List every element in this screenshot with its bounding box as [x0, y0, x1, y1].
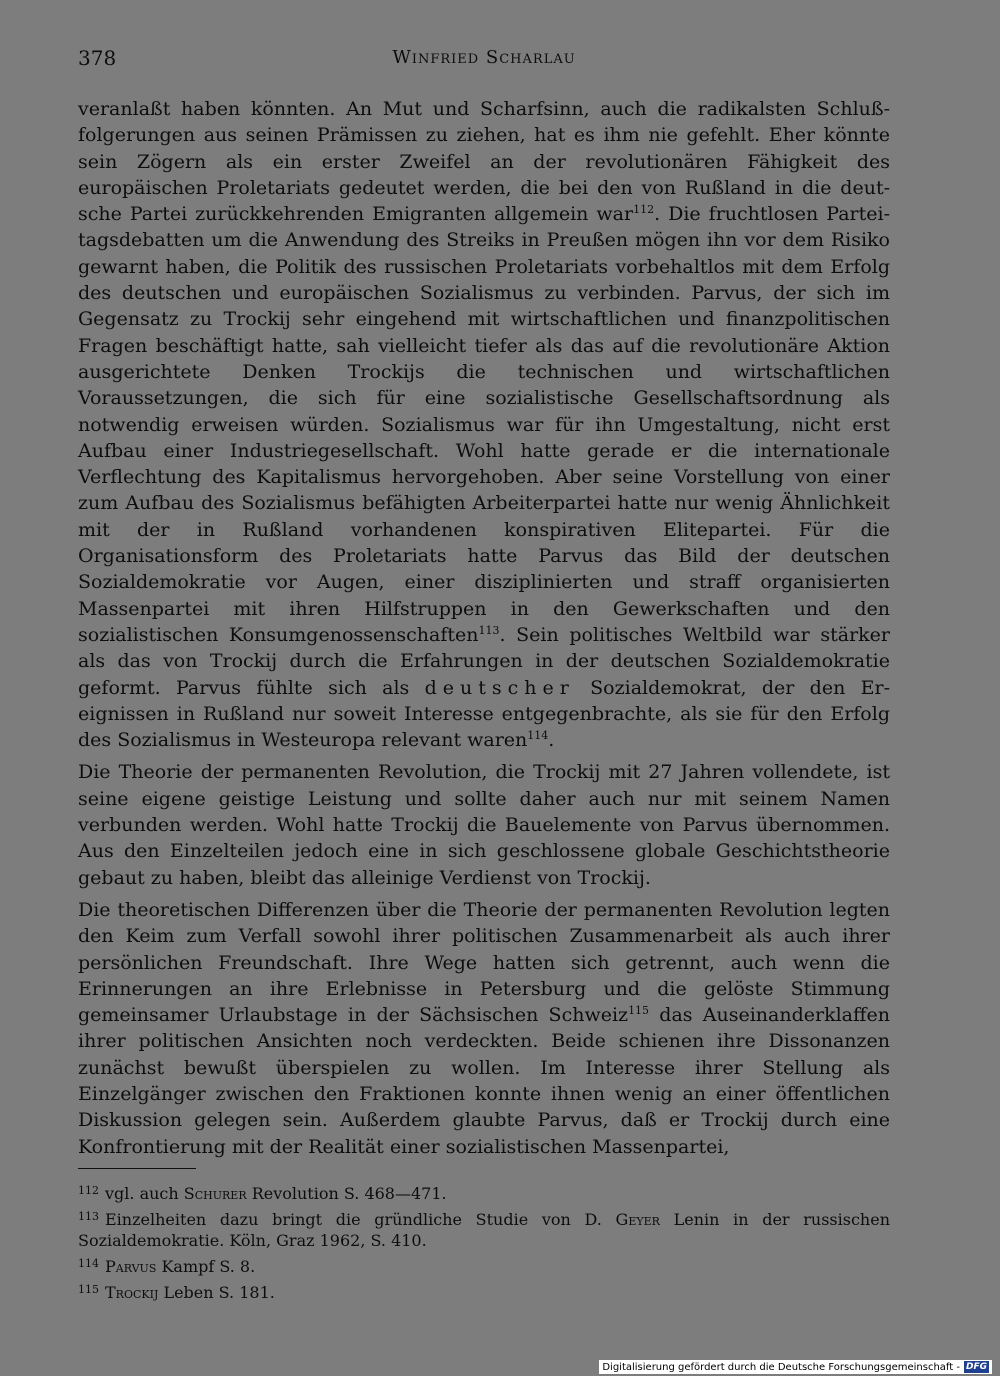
paragraph-1-text-5: . — [548, 729, 555, 752]
paragraph-3 — [78, 897, 890, 1160]
footnote-number: 115 — [78, 1283, 99, 1296]
footnote-number: 114 — [78, 1257, 99, 1270]
footnote-text: Leben S. 181. — [158, 1283, 275, 1302]
footnote-ref-115[interactable]: 115 — [628, 1004, 650, 1018]
footnote-separator — [78, 1168, 196, 1169]
footnote-ref-113[interactable]: 113 — [478, 623, 500, 637]
footnote-text: Einzelheiten dazu bringt die gründliche Studie von D. — [105, 1210, 616, 1229]
footnote-number: 113 — [78, 1210, 99, 1223]
running-head: Winfried Scharlau — [392, 47, 576, 68]
footnote — [78, 1279, 890, 1303]
footnote-number: 112 — [78, 1184, 99, 1197]
footnote-text: vgl. auch — [105, 1184, 184, 1203]
footnote — [78, 1253, 890, 1277]
dfg-funding-text: Digitalisierung gefördert durch die Deutsche Forschungsgemeinschaft - — [602, 1361, 960, 1373]
footnote-ref-112[interactable]: 112 — [633, 203, 655, 217]
footnote-text: Revolution S. 468—471. — [246, 1184, 447, 1203]
dfg-logo[interactable]: DFG — [965, 1362, 987, 1372]
body-text — [78, 96, 890, 1166]
footnote-ref-114[interactable]: 114 — [527, 729, 549, 743]
paragraph-1 — [78, 96, 890, 753]
footnote-text: Lenin in der russischen Sozialdemokratie. Köln, Graz 1962, S. 410. — [78, 1210, 891, 1250]
footnote-author: Parvus — [105, 1257, 157, 1276]
footnote-text: Kampf S. 8. — [156, 1257, 256, 1276]
footnote — [78, 1206, 890, 1251]
spaced-emphasis: deutscher — [424, 676, 575, 699]
paragraph-1-text-4: Sozialdemokrat, der den Ereignissen in Rußland nur soweit Interesse entgegenbrachte, als sie für den Erfolg des Sozialismus in Westeuropa relevant waren — [78, 676, 891, 752]
page-number: 378 — [78, 46, 117, 70]
footnote-author: Schurer — [183, 1184, 247, 1203]
paragraph-3-text-2: das Auseinanderklaffen ihrer politischen Ansichten noch verdeckten. Beide schienen ihre Dissonanzen zunächst bewußt überspielen zu wollen. Im Interesse ihrer Stellung als Einzelgänger zwischen den Fraktionen konnte ihnen wenig an einer öffentlichen Diskussion gelegen sein. Außerdem glaubte Parvus, daß er Trockij durch eine Konfrontierung mit der Realität einer sozialistischen Massenpartei, — [78, 1004, 890, 1158]
paragraph-3-text-1: Die theoretischen Differenzen über die Theorie der permanenten Revolution legten den Keim zum Verfall sowohl ihrer politischen Zusammenarbeit als auch ihrer persönlichen Freundschaft. Ihre Wege hatten sich getrennt, auch wenn die Erinnerungen an ihre Erlebnisse in Petersburg und die gelöste Stimmung gemeinsamer Urlaubstage in der Sächsischen Schweiz — [78, 898, 890, 1027]
paragraph-1-text-3: . Sein politisches Weltbild war stärker als das von Trockij durch die Erfahrungen in der deutschen Sozialdemokratie geformt. Parvus fühlte sich als — [78, 623, 890, 699]
dfg-funding-banner[interactable] — [599, 1360, 992, 1374]
paragraph-1-text-2: . Die fruchtlosen Parteitagsdebatten um die Anwendung des Streiks in Preußen mögen ihn vor dem Risiko gewarnt haben, die Politik des russischen Proletariats vorbehaltlos mit dem Erfolg des deutschen und europäischen Sozialismus zu verbinden. Parvus, der sich im Gegensatz zu Trockij sehr eingehend mit wirtschaftlichen und finanzpolitischen Fragen beschäftigt hatte, sah vielleicht tiefer als das auf die revolutionäre Aktion ausgerichtete Denken Trockijs die technischen und wirtschaftlichen Voraussetzungen, die sich für eine sozialistische Gesellschaftsordnung als notwendig erweisen würden. Sozialismus war für ihn Umgestaltung, nicht erst Aufbau einer Industriegesellschaft. Wohl hatte gerade er die internationale Verflechtung des Kapitalismus hervorgehoben. Aber seine Vorstellung von einer zum Aufbau des Sozialismus befähigten Arbeiterpartei hatte nur wenig Ähnlichkeit mit der in Rußland vorhandenen konspirativen Elitepartei. Für die Organisationsform des Proletariats hatte Parvus das Bild der deutschen Sozialdemokratie vor Augen, einer disziplinierten und straff organisierten Massenpartei mit ihren Hilfstruppen in den Gewerkschaften und den sozialistischen Konsumgenossenschaften — [78, 203, 890, 646]
paragraph-2: Die Theorie der permanenten Revolution, die Trockij mit 27 Jahren vollendete, ist seine eigene geistige Leistung und sollte daher auch nur mit seinem Namen verbunden werden. Wohl hatte Trockij die Bauelemente von Parvus übernommen. Aus den Einzelteilen jedoch eine in sich geschlossene globale Geschichtstheorie gebaut zu haben, bleibt das alleinige Verdienst von Trockij. — [78, 761, 890, 889]
page-header — [78, 44, 890, 74]
footnote-author: Geyer — [615, 1210, 660, 1229]
footnotes — [78, 1180, 890, 1305]
paragraph-1-text-1: veranlaßt haben könnten. An Mut und Scharfsinn, auch die radikalsten Schlußfolgerungen aus seinen Prämissen zu ziehen, hat es ihm nie gefehlt. Eher könnte sein Zögern als ein erster Zweifel an der revolutionären Fähigkeit des europäischen Proletariats gedeutet werden, die bei den von Rußland in die deutsche Partei zurückkehrenden Emigranten allgemein war — [78, 98, 890, 226]
footnote-author: Trockij — [105, 1283, 159, 1302]
footnote — [78, 1180, 890, 1204]
